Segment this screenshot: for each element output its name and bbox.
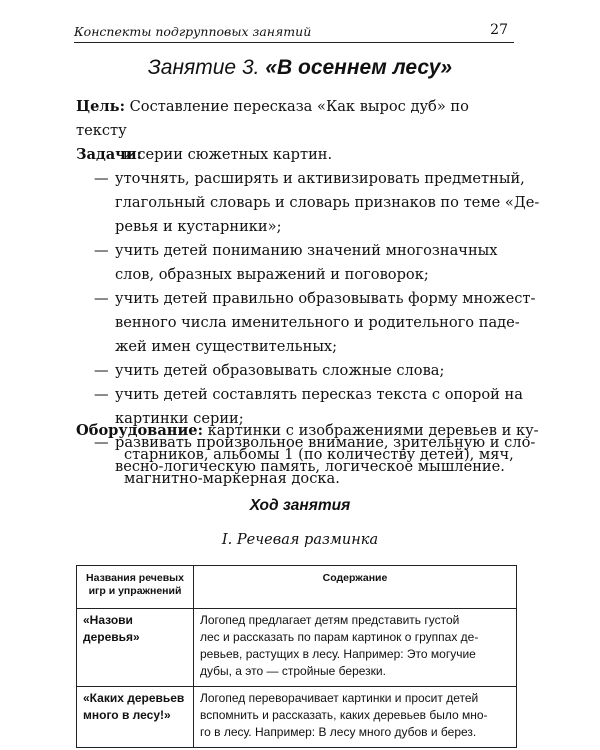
task-line: картинки серии; [115,410,244,427]
content-line: го в лесу. Например: В лесу много дубов и берез. [200,725,477,739]
task-line: уточнять, расширять и активизировать предметный, [115,170,525,187]
column-header-content [194,566,517,609]
speech-warmup-table [76,565,517,748]
running-title: Конспекты подгрупповых занятий [74,24,312,39]
task-item [94,167,540,239]
game-name-line: «Каких деревьев [83,691,185,705]
dash-mark: — [94,290,109,307]
table-row [77,609,517,687]
content-cell [194,609,517,687]
equipment-line [76,419,539,443]
header-line: Содержание [322,572,388,584]
dash-mark: — [94,386,109,403]
tasks-label: Задачи: [76,146,143,163]
equipment-text: картинки с изображениями деревьев и ку- [207,422,539,439]
game-name-line: много в лесу!» [83,708,171,722]
column-header-games [77,566,194,609]
content-line: ревьев, растущих в лесу. Например: Это могучие [200,647,476,661]
task-line: развивать произвольное внимание, зрительную и сло- [115,434,536,451]
page-number: 27 [490,22,508,38]
content-line: вспомнить и рассказать, каких деревьев было мно- [200,708,488,722]
content-line: лес и рассказать по парам картинок о группах де- [200,630,479,644]
table-row [77,687,517,748]
game-name-cell [77,687,194,748]
content-line: Логопед переворачивает картинки и просит детей [200,691,479,705]
content-line: Логопед предлагает детям представить густой [200,613,460,627]
task-line: ревья и кустарники»; [115,218,282,235]
equipment-label: Оборудование: [76,422,203,439]
task-line: учить детей составлять пересказ текста с опорой на [115,386,523,403]
task-item [94,359,522,383]
goal-line-1: Составление пересказа «Как вырос дуб» по тексту [76,98,469,139]
task-line: учить детей правильно образовывать форму множест- [115,290,536,307]
lesson-name: «В осеннем лесу» [265,56,453,79]
game-name-cell [77,609,194,687]
dash-mark: — [94,242,109,259]
content-cell [194,687,517,748]
header-line: игр и упражнений [88,585,182,597]
dash-mark: — [94,434,109,451]
equipment-paragraph [76,419,539,491]
task-item [94,239,522,287]
task-line: весно-логическую память, логическое мышление. [115,458,505,475]
task-line: учить детей образовывать сложные слова; [115,362,445,379]
equipment-line: магнитно-маркерная доска. [124,470,340,487]
lesson-number: Занятие 3. [147,56,260,79]
equipment-line: старников, альбомы 1 (по количеству детей), мяч, [124,446,514,463]
running-header [74,22,514,43]
lesson-title [60,56,540,80]
task-line: жей имен существительных; [115,338,338,355]
goal-line-2: и серии сюжетных картин. [123,146,333,163]
task-line: слов, образных выражений и поговорок; [115,266,429,283]
header-line: Названия речевых [86,572,184,584]
task-item [94,287,536,359]
goal-label: Цель: [76,98,125,115]
dash-mark: — [94,170,109,187]
section-heading: I. Речевая разминка [221,532,379,548]
task-line: венного числа именительного и родительного паде- [115,314,520,331]
game-name-line: «Назови [83,613,133,627]
content-line: дубы, а это — стройные березки. [200,664,386,678]
course-heading: Ход занятия [249,497,351,514]
table-header-row [77,566,517,609]
task-line: глагольный словарь и словарь признаков по теме «Де- [115,194,540,211]
dash-mark: — [94,362,109,379]
game-name-line: деревья» [83,630,140,644]
task-line: учить детей пониманию значений многозначных [115,242,498,259]
